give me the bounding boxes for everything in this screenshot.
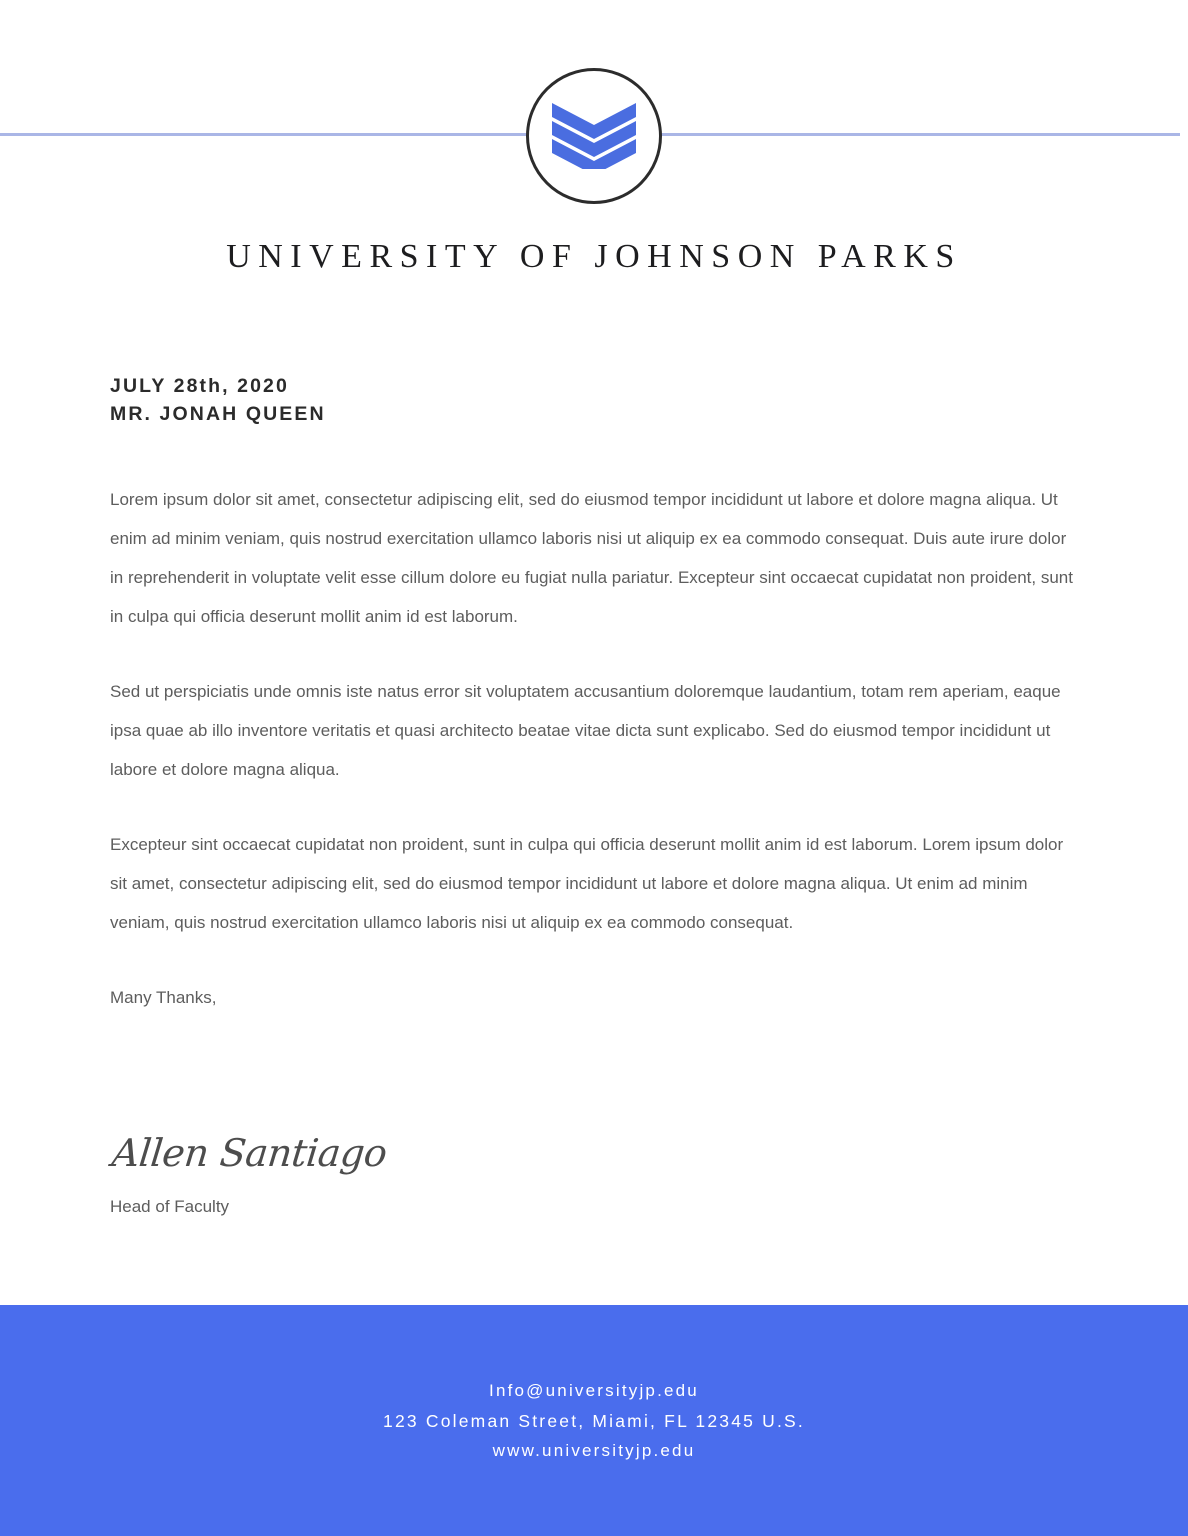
letterhead-footer	[0, 1305, 1188, 1536]
letter-meta	[110, 372, 1076, 428]
university-name-title: UNIVERSITY OF JOHNSON PARKS	[226, 238, 962, 275]
signature-script: Allen Santiago	[109, 1131, 389, 1175]
footer-website[interactable]: www.universityjp.edu	[492, 1440, 696, 1460]
triple-chevron-icon	[552, 103, 636, 169]
footer-address: 123 Coleman Street, Miami, FL 12345 U.S.	[383, 1410, 805, 1431]
university-logo	[526, 68, 662, 204]
letter-paragraphs	[110, 480, 1076, 1017]
letter-date: JULY 28th, 2020	[110, 375, 289, 397]
letter-paragraph-2: Sed ut perspiciatis unde omnis iste natus error sit voluptatem accusantium doloremque laudantium, totam rem aperiam, eaque ipsa quae ab illo inventore veritatis et quasi architecto beatae vitae dicta sunt explicabo. Sed do eiusmod tempor incididunt ut labore et dolore magna aliqua.	[110, 682, 1061, 779]
letter-recipient: MR. JONAH QUEEN	[110, 403, 326, 425]
letter-closing: Many Thanks,	[110, 988, 217, 1007]
letter-paragraph-1: Lorem ipsum dolor sit amet, consectetur adipiscing elit, sed do eiusmod tempor incididunt ut labore et dolore magna aliqua. Ut enim ad minim veniam, quis nostrud exercitation ullamco laboris nisi ut aliquip ex ea commodo consequat. Duis aute irure dolor in reprehenderit in voluptate velit esse cillum dolore eu fugiat nulla pariatur. Excepteur sint occaecat cupidatat non proident, sunt in culpa qui officia deserunt mollit anim id est laborum.	[110, 490, 1073, 626]
letterhead-header	[0, 0, 1188, 300]
footer-email[interactable]: Info@universityjp.edu	[489, 1380, 699, 1400]
signature-title: Head of Faculty	[110, 1196, 230, 1216]
letter-body	[110, 372, 1076, 1217]
letter-paragraph-3: Excepteur sint occaecat cupidatat non proident, sunt in culpa qui officia deserunt mollit anim id est laborum. Lorem ipsum dolor sit amet, consectetur adipiscing elit, sed do eiusmod tempor incididunt ut labore et dolore magna aliqua. Ut enim ad minim veniam, quis nostrud exercitation ullamco laboris nisi ut aliquip ex ea commodo consequat.	[110, 835, 1064, 932]
